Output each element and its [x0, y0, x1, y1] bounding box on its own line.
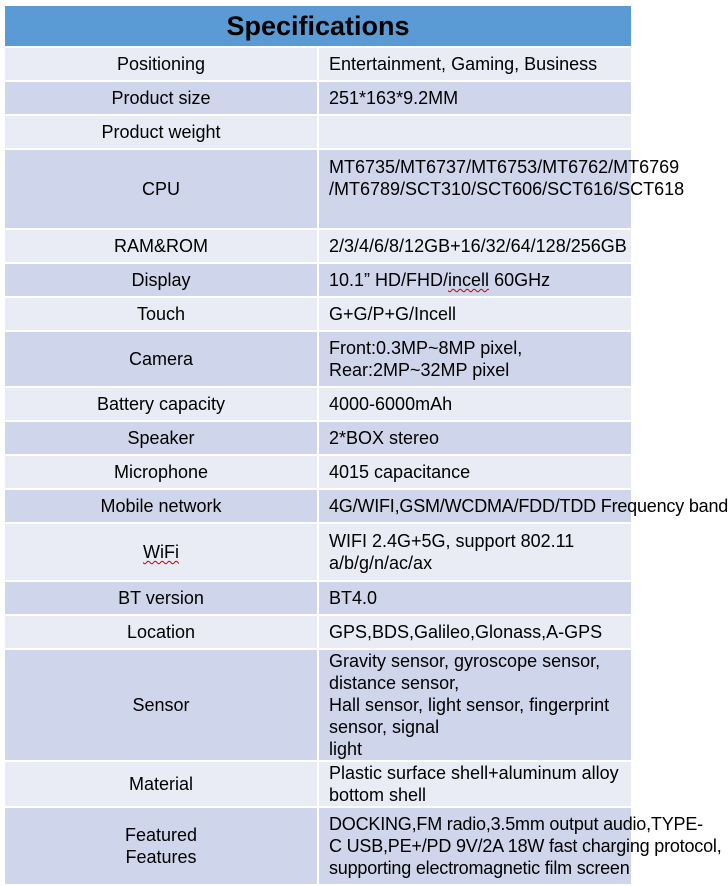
row-value: [318, 115, 632, 149]
row-cpu: [4, 149, 632, 229]
row-label: Product weight: [4, 115, 318, 149]
row-label: BT version: [4, 581, 318, 615]
row-microphone: [4, 455, 632, 489]
row-mobile-network: [4, 489, 632, 523]
row-product-size: [4, 81, 632, 115]
value-text: 60GHz: [489, 270, 551, 290]
specifications-table-container: [3, 4, 728, 886]
row-ram-rom: [4, 229, 632, 263]
row-label: Mobile network: [4, 489, 318, 523]
value-line: DOCKING,FM radio,3.5mm output audio,TYPE-: [329, 814, 703, 834]
row-material: [4, 761, 632, 807]
row-label: Speaker: [4, 421, 318, 455]
row-label: Location: [4, 615, 318, 649]
row-value: G+G/P+G/Incell: [318, 297, 632, 331]
row-value: [318, 649, 632, 761]
value-line: /MT6789/SCT310/SCT606/SCT616/SCT618: [329, 179, 685, 199]
row-label: Battery capacity: [4, 387, 318, 421]
row-value: 4015 capacitance: [318, 455, 632, 489]
row-label: Material: [4, 761, 318, 807]
row-value: WIFI 2.4G+5G, support 802.11 a/b/g/n/ac/ax: [318, 523, 632, 581]
row-value: [318, 331, 632, 387]
value-line: MT6735/MT6737/MT6753/MT6762/MT6769: [329, 157, 680, 177]
row-value: BT4.0: [318, 581, 632, 615]
spellcheck-text: incell: [448, 270, 490, 290]
row-label: Positioning: [4, 47, 318, 81]
row-display: [4, 263, 632, 297]
row-value: 4000-6000mAh: [318, 387, 632, 421]
row-value: 4G/WIFI,GSM/WCDMA/FDD/TDD Frequency band: [318, 489, 632, 523]
row-value: Entertainment, Gaming, Business: [318, 47, 632, 81]
row-label: Display: [4, 263, 318, 297]
row-product-weight: [4, 115, 632, 149]
row-value: [318, 807, 722, 885]
row-speaker: [4, 421, 632, 455]
row-label: Microphone: [4, 455, 318, 489]
row-label: Sensor: [4, 649, 318, 761]
row-value: [318, 149, 685, 229]
row-value: 2/3/4/6/8/12GB+16/32/64/128/256GB: [318, 229, 632, 263]
value-line: Hall sensor, light sensor, fingerprint sensor, signal: [329, 695, 610, 737]
row-touch: [4, 297, 632, 331]
row-wifi: [4, 523, 632, 581]
row-label: [4, 523, 318, 581]
label-text: WiFi: [143, 542, 179, 562]
value-text: 10.1” HD/FHD/: [329, 270, 449, 290]
label-line: Features: [125, 847, 197, 867]
label-line: Featured: [124, 825, 198, 845]
row-label: Product size: [4, 81, 318, 115]
row-camera: [4, 331, 632, 387]
value-line: light: [329, 739, 363, 759]
value-line: C USB,PE+/PD 9V/2A 18W fast charging protocol,: [329, 836, 722, 856]
row-value: Plastic surface shell+aluminum alloy bottom shell: [318, 761, 632, 807]
row-bt-version: [4, 581, 632, 615]
table-title: Specifications: [4, 5, 632, 47]
row-battery-capacity: [4, 387, 632, 421]
row-location: [4, 615, 632, 649]
row-label: Camera: [4, 331, 318, 387]
value-line: Front:0.3MP~8MP pixel,: [329, 338, 523, 358]
row-value: GPS,BDS,Galileo,Glonass,A-GPS: [318, 615, 632, 649]
row-label: RAM&ROM: [4, 229, 318, 263]
row-label: [4, 807, 318, 885]
row-value: 2*BOX stereo: [318, 421, 632, 455]
row-value: [318, 263, 632, 297]
specifications-table: [3, 4, 728, 886]
row-label: Touch: [4, 297, 318, 331]
row-label: CPU: [4, 149, 318, 229]
row-sensor: [4, 649, 632, 761]
row-positioning: [4, 47, 632, 81]
row-featured-features: [4, 807, 632, 885]
row-value: 251*163*9.2MM: [318, 81, 632, 115]
value-line: Gravity sensor, gyroscope sensor, distance sensor,: [329, 651, 601, 693]
value-line: supporting electromagnetic film screen: [329, 858, 630, 878]
value-line: Rear:2MP~32MP pixel: [329, 360, 510, 380]
